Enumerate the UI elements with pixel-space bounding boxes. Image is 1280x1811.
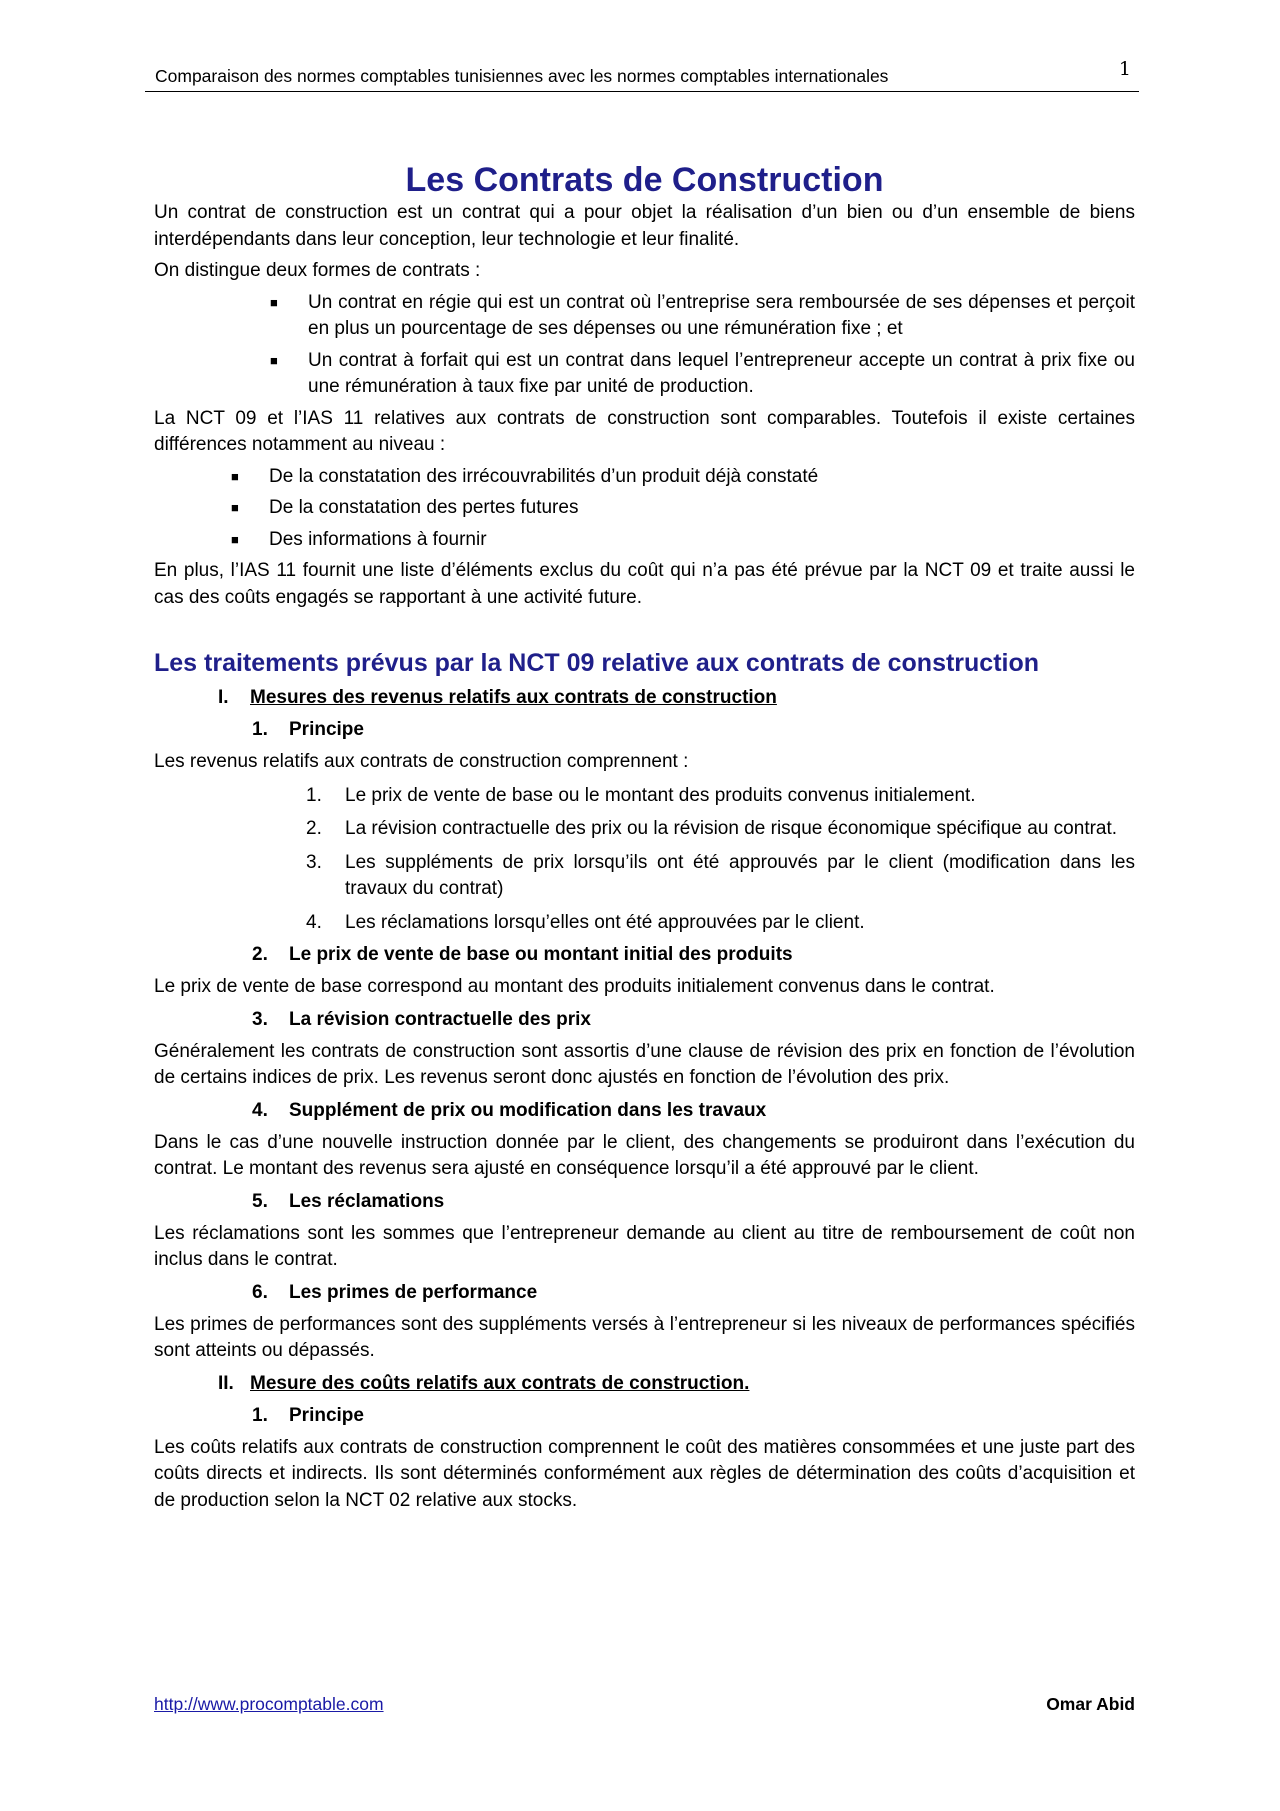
bullet-square-icon: ■	[270, 352, 278, 368]
list-item	[154, 527, 1135, 554]
page-header	[145, 58, 1139, 92]
subsection-number: 4.	[252, 1099, 268, 1121]
subsection-heading	[154, 717, 1135, 743]
footer-website-link[interactable]: http://www.procomptable.com	[154, 1694, 384, 1714]
intro-paragraph: On distingue deux formes de contrats :	[154, 260, 481, 281]
list-item-text: Les suppléments de prix lorsqu’ils ont été approuvés par le client (modification dans les travaux du contrat)	[345, 851, 1135, 899]
body-paragraph: Les coûts relatifs aux contrats de construction comprennent le coût des matières consommées et une juste part des coûts directs et indirects. Ils sont déterminés conformément aux règles de détermination des coûts d’acquisition et de production selon la NCT 02 relative aux stocks.	[154, 1436, 1135, 1511]
list-item-text: Un contrat en régie qui est un contrat où l’entreprise sera remboursée de ses dépenses et perçoit en plus un pourcentage de ses dépenses ou une rémunération fixe ; et	[308, 291, 1135, 339]
body-paragraph: Généralement les contrats de construction sont assortis d’une clause de révision des prix en fonction de l’évolution de certains indices de prix. Les revenus seront donc ajustés en fonction de l’évolution des prix.	[154, 1040, 1135, 1088]
subsection-number: 2.	[252, 944, 268, 965]
page-number: 1	[1118, 58, 1131, 80]
subsection-title: Le prix de vente de base ou montant initial des produits	[289, 944, 793, 965]
list-item	[154, 850, 1135, 903]
list-item-text: Des informations à fournir	[269, 528, 487, 550]
document-title: Les Contrats de Construction	[405, 161, 884, 199]
section-heading: Les traitements prévus par la NCT 09 relative aux contrats de construction	[154, 649, 1040, 677]
list-item-text: Un contrat à forfait qui est un contrat dans lequel l’entrepreneur accepte un contrat à prix fixe ou une rémunération à taux fixe par unité de production.	[308, 349, 1135, 397]
subsection-number: 1.	[252, 1404, 268, 1426]
subsection-heading	[154, 1280, 1135, 1306]
subsection-title: Principe	[289, 719, 364, 740]
bullet-square-icon: ■	[231, 468, 239, 484]
list-item-text: De la constatation des pertes futures	[269, 497, 579, 518]
list-item-text: Les réclamations lorsqu’elles ont été approuvées par le client.	[345, 911, 865, 933]
subsection-heading	[154, 1098, 1135, 1124]
subsection-number: 1.	[252, 719, 268, 740]
bullet-square-icon: ■	[231, 500, 239, 515]
body-paragraph: Les revenus relatifs aux contrats de construction comprennent :	[154, 751, 689, 772]
list-item	[154, 464, 1135, 491]
part-title: Mesure des coûts relatifs aux contrats de construction.	[250, 1372, 750, 1394]
list-item	[154, 816, 1135, 843]
subsection-title: Supplément de prix ou modification dans les travaux	[289, 1099, 767, 1121]
revenues-list	[154, 783, 1135, 937]
part-heading	[154, 1371, 1135, 1397]
subsection-heading	[154, 942, 1135, 968]
list-item-text: De la constatation des irrécouvrabilités d’un produit déjà constaté	[269, 465, 819, 487]
intro-paragraph: En plus, l’IAS 11 fournit une liste d’éléments exclus du coût qui n’a pas été prévue par la NCT 09 et traite aussi le cas des coûts engagés se rapportant à une activité future.	[154, 560, 1135, 608]
body-paragraph: Les réclamations sont les sommes que l’entrepreneur demande au client au titre de remboursement de coût non inclus dans le contrat.	[154, 1222, 1135, 1270]
body-paragraph: Dans le cas d’une nouvelle instruction donnée par le client, des changements se produiront dans l’exécution du contrat. Le montant des revenus sera ajusté en conséquence lorsqu’il a été approuvé par le client.	[154, 1131, 1135, 1179]
differences-list	[154, 464, 1135, 554]
list-item-number: 1.	[306, 784, 322, 806]
subsection-title: Les primes de performance	[289, 1281, 538, 1303]
list-item-number: 2.	[306, 818, 322, 839]
part-title: Mesures des revenus relatifs aux contrats de construction	[250, 687, 777, 708]
subsection-title: Les réclamations	[289, 1190, 445, 1212]
intro-paragraph: La NCT 09 et l’IAS 11 relatives aux contrats de construction sont comparables. Toutefois il existe certaines différences notamment au niveau :	[154, 407, 1135, 455]
subsection-heading	[154, 1007, 1135, 1033]
list-item-number: 3.	[306, 851, 322, 873]
part-number: I.	[218, 687, 229, 708]
header-title: Comparaison des normes comptables tunisiennes avec les normes comptables internationales	[155, 66, 889, 86]
footer-author: Omar Abid	[1046, 1694, 1135, 1714]
bullet-square-icon: ■	[270, 294, 278, 310]
body-paragraph: Le prix de vente de base correspond au montant des produits initialement convenus dans le contrat.	[154, 976, 995, 997]
part-heading	[154, 685, 1135, 711]
intro-paragraph: Un contrat de construction est un contrat qui a pour objet la réalisation d’un bien ou d’un ensemble de biens interdépendants dans leur conception, leur technologie et leur finalité.	[154, 202, 1135, 250]
list-item	[154, 348, 1135, 401]
subsection-title: Principe	[289, 1404, 364, 1426]
bullet-square-icon: ■	[231, 531, 239, 547]
page-content	[154, 160, 1135, 1514]
subsection-title: La révision contractuelle des prix	[289, 1008, 591, 1030]
subsection-heading	[154, 1403, 1135, 1429]
list-item	[154, 290, 1135, 343]
list-item-number: 4.	[306, 911, 322, 933]
list-item	[154, 495, 1135, 522]
subsection-number: 3.	[252, 1008, 268, 1030]
list-item	[154, 910, 1135, 937]
list-item	[154, 783, 1135, 810]
body-paragraph: Les primes de performances sont des suppléments versés à l’entrepreneur si les niveaux de performances spécifiés sont atteints ou dépassés.	[154, 1313, 1135, 1361]
list-item-text: La révision contractuelle des prix ou la révision de risque économique spécifique au contrat.	[345, 818, 1118, 839]
subsection-number: 6.	[252, 1281, 268, 1303]
page-footer	[154, 1694, 1135, 1720]
subsection-heading	[154, 1189, 1135, 1215]
list-item-text: Le prix de vente de base ou le montant des produits convenus initialement.	[345, 784, 976, 806]
subsection-number: 5.	[252, 1190, 268, 1212]
contract-forms-list	[154, 290, 1135, 401]
part-number: II.	[218, 1372, 234, 1394]
